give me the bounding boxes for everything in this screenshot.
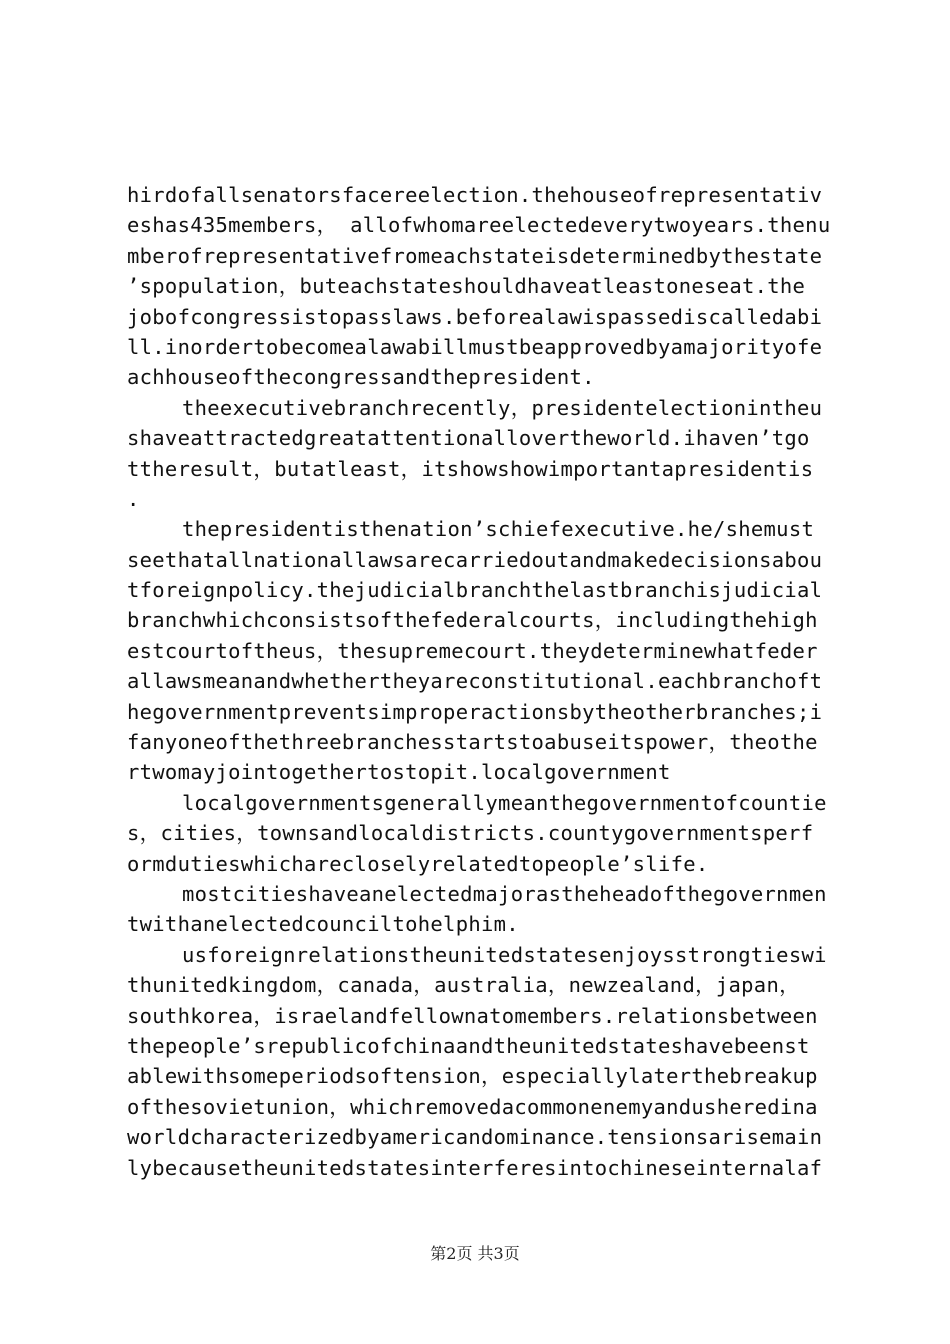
text-line: fanyoneofthethreebranchesstartstoabuseitspower，theothe <box>127 730 818 755</box>
text-line: ablewithsomeperiodsoftension，especiallylaterthebreakup <box>127 1064 818 1089</box>
paragraph-first-line: usforeignrelationstheunitedstatesenjoysstrongtieswi <box>182 942 827 967</box>
text-line: shaveattractedgreatattentionallovertheworld.ihaven’tgo <box>127 426 810 451</box>
text-line: hegovernmentpreventsimproperactionsbytheotherbranches;i <box>127 699 823 724</box>
text-line: worldcharacterizedbyamericandominance.tensionsarisemain <box>127 1125 823 1150</box>
paragraph-first-line: mostcitieshaveanelectedmajorastheheadofthegovernmen <box>182 881 827 906</box>
text-line: mberofrepresentativefromeachstateisdeterminedbythestate <box>127 243 823 268</box>
text-line: hirdofallsenatorsfacereelection.thehouseofrepresentativ <box>127 183 823 207</box>
text-line: ’spopulation，buteachstateshouldhaveatleastoneseat.the <box>127 274 806 299</box>
text-line: lybecausetheunitedstatesinterferesintochineseinternalaf <box>127 1155 823 1180</box>
text-line: ofthesovietunion，whichremovedacommonenemyandusheredina <box>127 1094 818 1119</box>
text-line: ttheresult，butatleast，itshowshowimportantapresidentis <box>127 456 814 481</box>
paragraph-first-line: thepresidentisthenation’schiefexecutive.he/shemust <box>182 517 815 542</box>
text-line: thepeople’srepublicofchinaandtheunitedstateshavebeenst <box>127 1033 810 1058</box>
text-line: jobofcongressistopasslaws.beforealawispassediscalledabi <box>127 304 823 329</box>
page-footer: 第2页 共3页 <box>430 1244 520 1263</box>
text-line: seethatallnationallawsarecarriedoutandmakedecisionsabou <box>127 547 823 572</box>
text-line: tforeignpolicy.thejudicialbranchthelastbranchisjudicial <box>127 578 823 603</box>
text-line: eshas435members， allofwhomareelectedeverytwoyears.thenu <box>127 213 831 238</box>
text-line: s，cities，townsandlocaldistricts.countygovernmentsperf <box>127 821 814 846</box>
text-line: thunitedkingdom，canada，australia，newzealand，japan， <box>127 973 800 998</box>
text-line: branchwhichconsistsofthefederalcourts，includingthehigh <box>127 608 818 633</box>
text-line: achhouseofthecongressandthepresident. <box>127 365 595 390</box>
text-line: rtwomayjointogethertostopit.localgovernment <box>127 760 671 785</box>
paragraph-first-line: localgovernmentsgenerallymeanthegovernmentofcountie <box>182 790 827 815</box>
text-line: . <box>127 486 140 511</box>
text-line: southkorea，israelandfellownatomembers.relationsbetween <box>127 1003 818 1028</box>
paragraph-first-line: theexecutivebranchrecently，presidentelectionintheu <box>182 395 823 420</box>
text-line: allawsmeanandwhethertheyareconstitutional.eachbranchoft <box>127 669 823 694</box>
document-body <box>127 180 837 1183</box>
text-line: ll.inordertobecomealawabillmustbeapprovedbyamajorityofe <box>127 334 823 359</box>
text-line: estcourtoftheus，thesupremecourt.theydeterminewhatfeder <box>127 638 818 663</box>
text-line: twithanelectedcounciltohelphim. <box>127 912 519 937</box>
text-line: ormdutieswhicharecloselyrelatedtopeople’slife. <box>127 851 709 876</box>
